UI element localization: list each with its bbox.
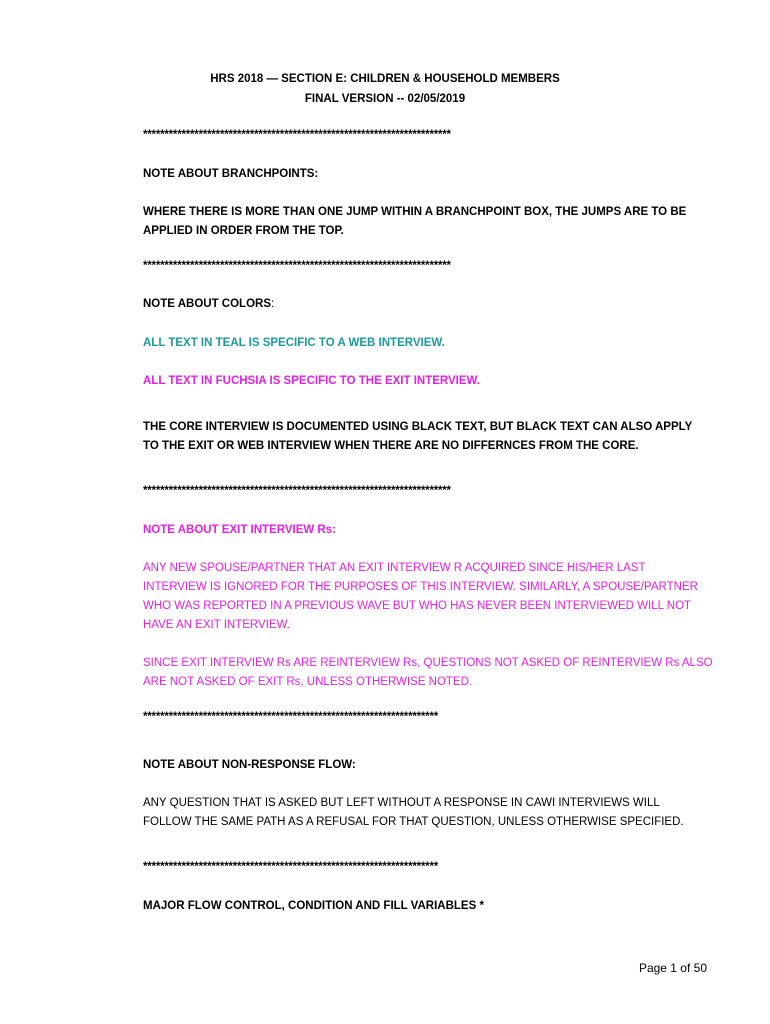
exit-heading: NOTE ABOUT EXIT INTERVIEW Rs:: [143, 524, 336, 536]
core-note-line2: TO THE EXIT OR WEB INTERVIEW WHEN THERE ARE NO DIFFERNCES FROM THE CORE.: [143, 440, 639, 452]
exit-p1-line2: INTERVIEW IS IGNORED FOR THE PURPOSES OF THIS INTERVIEW. SIMILARLY, A SPOUSE/PARTNER: [143, 581, 698, 593]
branchpoints-heading: NOTE ABOUT BRANCHPOINTS:: [143, 168, 319, 180]
separator-short: *********************************************************************: [143, 861, 438, 873]
branchpoints-text-line2: APPLIED IN ORDER FROM THE TOP.: [143, 225, 344, 237]
exit-p1-line4: HAVE AN EXIT INTERVIEW.: [143, 619, 290, 631]
major-flow-heading: MAJOR FLOW CONTROL, CONDITION AND FILL VARIABLES *: [143, 900, 484, 912]
exit-p1-line1: ANY NEW SPOUSE/PARTNER THAT AN EXIT INTERVIEW R ACQUIRED SINCE HIS/HER LAST: [143, 562, 646, 574]
separator: ************************************************************************: [143, 485, 451, 497]
doc-title-line2: FINAL VERSION -- 02/05/2019: [304, 93, 466, 105]
nonresponse-heading: NOTE ABOUT NON-RESPONSE FLOW:: [143, 759, 356, 771]
colors-heading-colon: :: [271, 298, 275, 310]
nonresponse-line2: FOLLOW THE SAME PATH AS A REFUSAL FOR THAT QUESTION, UNLESS OTHERWISE SPECIFIED.: [143, 816, 684, 828]
fuchsia-note: ALL TEXT IN FUCHSIA IS SPECIFIC TO THE EXIT INTERVIEW.: [143, 375, 480, 387]
exit-p2-line2: ARE NOT ASKED OF EXIT Rs, UNLESS OTHERWISE NOTED.: [143, 676, 473, 688]
teal-note: ALL TEXT IN TEAL IS SPECIFIC TO A WEB INTERVIEW.: [143, 337, 445, 349]
separator-short: *********************************************************************: [143, 711, 438, 723]
colors-heading: [143, 297, 274, 311]
page-number: Page 1 of 50: [638, 961, 707, 975]
separator: ************************************************************************: [143, 260, 451, 272]
core-note-line1: THE CORE INTERVIEW IS DOCUMENTED USING BLACK TEXT, BUT BLACK TEXT CAN ALSO APPLY: [143, 421, 693, 433]
branchpoints-text-line1: WHERE THERE IS MORE THAN ONE JUMP WITHIN A BRANCHPOINT BOX, THE JUMPS ARE TO BE: [143, 206, 687, 218]
separator: ************************************************************************: [143, 129, 451, 141]
exit-p2-line1: SINCE EXIT INTERVIEW Rs ARE REINTERVIEW Rs, QUESTIONS NOT ASKED OF REINTERVIEW Rs ALSO: [143, 657, 713, 669]
colors-heading-text: NOTE ABOUT COLORS: [143, 298, 271, 310]
exit-p1-line3: WHO WAS REPORTED IN A PREVIOUS WAVE BUT WHO HAS NEVER BEEN INTERVIEWED WILL NOT: [143, 600, 692, 612]
nonresponse-line1: ANY QUESTION THAT IS ASKED BUT LEFT WITHOUT A RESPONSE IN CAWI INTERVIEWS WILL: [143, 797, 660, 809]
doc-title-line1: HRS 2018 — SECTION E: CHILDREN & HOUSEHOLD MEMBERS: [210, 73, 560, 85]
